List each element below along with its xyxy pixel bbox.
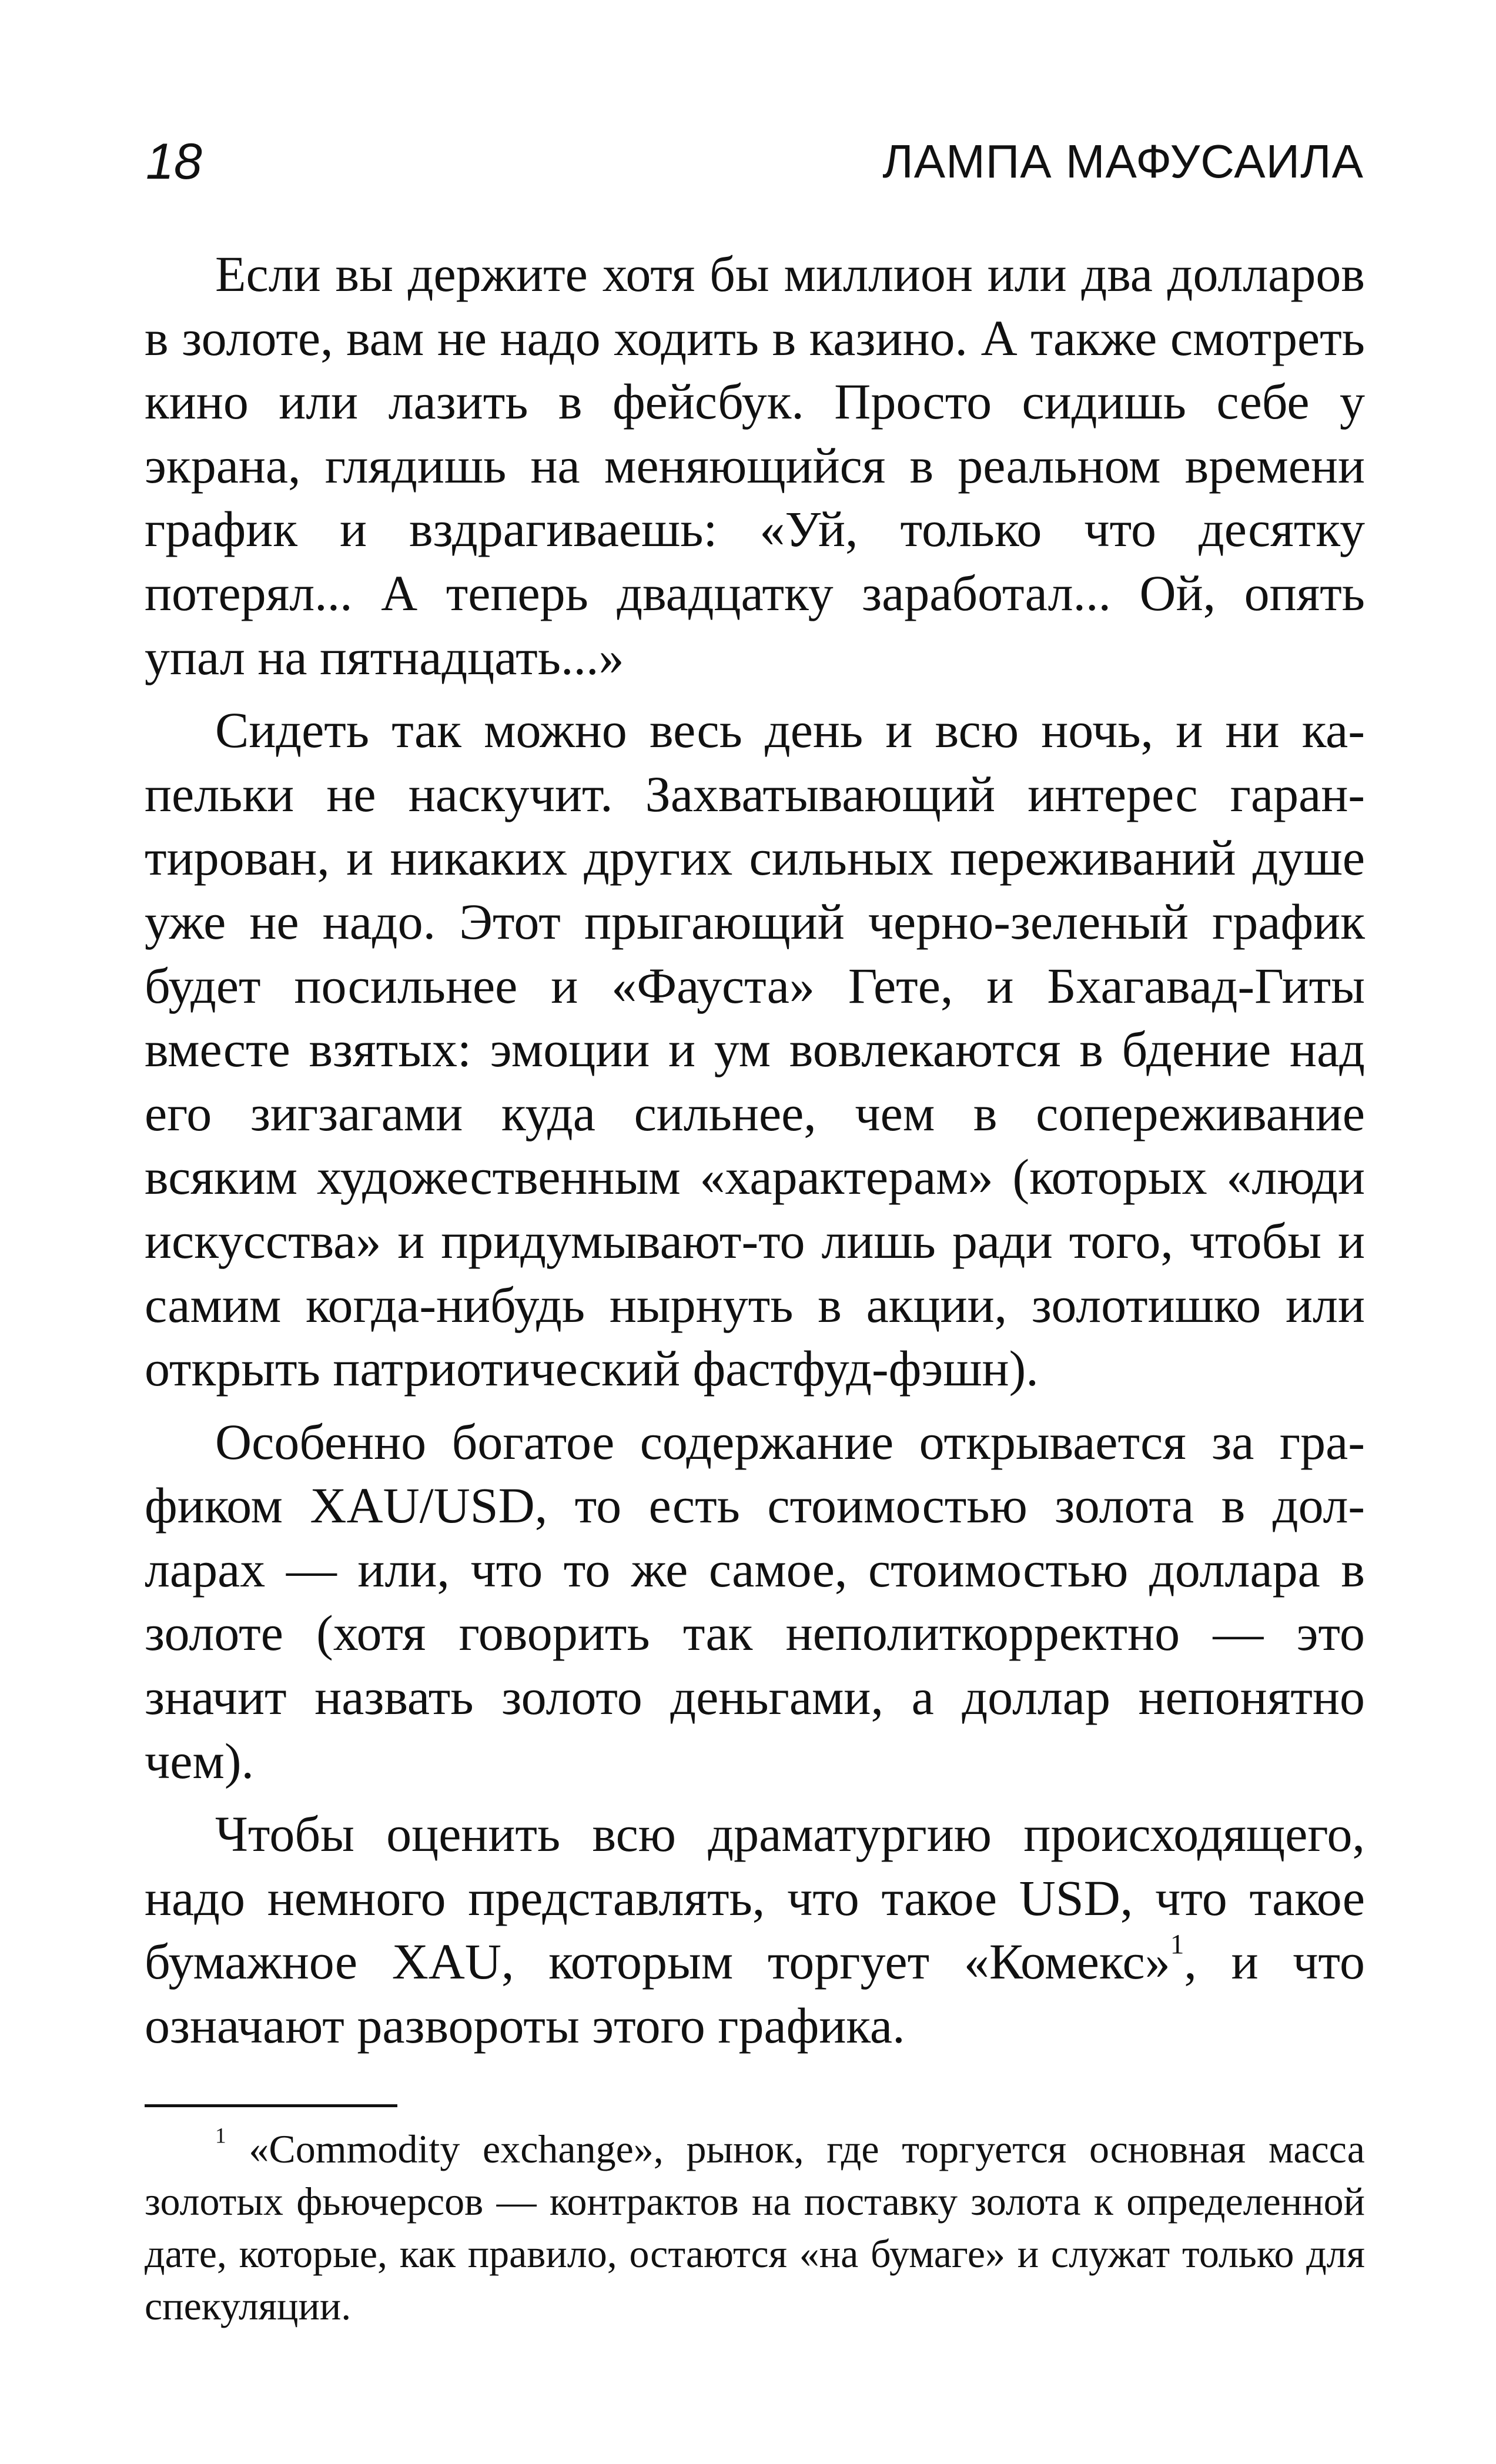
page-header <box>146 129 1364 194</box>
paragraph-text: Чтобы оценить всю драматургию происходящего, надо немного представлять, что такое USD, что такое бумажное XAU, которым торгует «Комекс» <box>145 1806 1365 1990</box>
paragraph: Если вы держите хотя бы миллион или два долларов в золоте, вам не надо ходить в казино. А также смотреть кино или лазить в фейсбук. Просто сидишь себе у экрана, глядишь на меняющийся в реальном времени график и вздрагиваешь: «Уй, только что десятку потерял... А теперь двадцатку заработал... Ой, опять упал на пятнадцать...» <box>145 246 1365 685</box>
paragraph <box>145 1802 1365 2057</box>
paragraph-text: , и что означают развороты этого графика. <box>145 1933 1365 2054</box>
page-number: 18 <box>146 133 202 190</box>
paragraph: Особенно богатое содержание открывается за графиком XAU/USD, то есть стоимостью золота в долларах — или, что то же самое, стоимостью доллара в золоте (хотя говорить так неполиткорректно — это значит назвать золото деньгами, а доллар непонятно чем). <box>145 1413 1365 1789</box>
footnote <box>145 2123 1365 2332</box>
footnote-marker: 1 <box>215 2124 226 2148</box>
footnote-text: «Commodity exchange», рынок, где торгуется основная масса золотых фьючерсов — контрактов на поставку золота к определенной дате, которые, как правило, остаются «на бумаге» и служат только для спекуляции. <box>145 2127 1365 2328</box>
footnote-divider <box>145 2104 397 2107</box>
running-title: ЛАМПА МАФУСАИЛА <box>882 135 1364 188</box>
footnote-reference[interactable]: 1 <box>1170 1929 1184 1960</box>
paragraph: Сидеть так можно весь день и всю ночь, и ни капельки не наскучит. Захватывающий интерес гарантирован, и никаких других сильных переживаний душе уже не надо. Этот прыгающий черно-зеленый график будет посильнее и «Фауста» Гете, и Бхагавад-Гиты вместе взятых: эмоции и ум вовлекаются в бдение над его зигзагами куда сильнее, чем в сопереживание всяким художественным «характерам» (которых «люди искусства» и придумывают-то лишь ради того, чтобы и самим когда-нибудь нырнуть в акции, золотишко или открыть патриотический фастфуд-фэшн). <box>145 702 1365 1397</box>
body-text <box>145 242 1365 2058</box>
